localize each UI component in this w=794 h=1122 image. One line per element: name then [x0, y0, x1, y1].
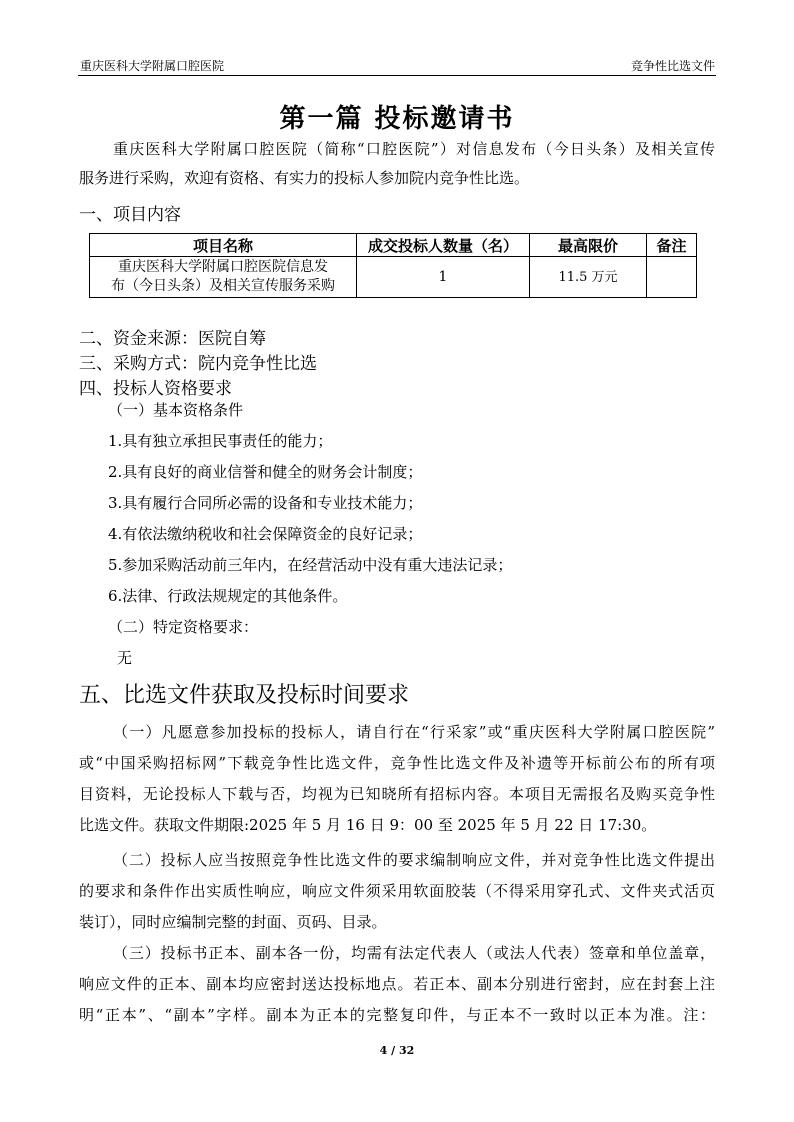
para2-line-1: （二）投标人应当按照竞争性比选文件的要求编制响应文件，并对竞争性比选文件提出: [113, 851, 715, 869]
list-item: 5.参加采购活动前三年内，在经营活动中没有重大违法记录；: [108, 556, 513, 574]
para3-line-3: 明“正本”、“副本”字样。副本为正本的完整复印件，与正本不一致时以正本为准。注：: [79, 1006, 715, 1024]
section-heading-5: 五、比选文件获取及投标时间要求: [79, 683, 410, 708]
para3-line-2: 响应文件的正本、副本均应密封送达投标地点。若正本、副本分别进行密封，应在封套上注: [79, 975, 715, 993]
para1-line-3: 目资料，无论投标人下载与否，均视为已知晓所有招标内容。本项目无需报名及购买竞争性: [79, 785, 715, 803]
specific-qualification-heading: （二）特定资格要求：: [108, 618, 259, 636]
section-heading-3: 三、采购方式：院内竞争性比选: [79, 354, 317, 374]
para1-line-4: 比选文件。获取文件期限:2025 年 5 月 16 日 9：00 至 2025 年 5 月 22 日 17:30。: [79, 816, 657, 834]
header-left: 重庆医科大学附属口腔医院: [80, 59, 225, 73]
table-cell-limit: 11.5 万元: [530, 257, 647, 298]
specific-qualification-value: 无: [117, 649, 133, 667]
list-item: 1.具有独立承担民事责任的能力；: [108, 432, 333, 450]
page-title: 第一篇 投标邀请书: [279, 104, 515, 134]
project-name-line-2: 布（今日头条）及相关宣传服务采购: [111, 278, 335, 294]
intro-line-2: 服务进行采购，欢迎有资格、有实力的投标人参加院内竞争性比选。: [79, 169, 530, 187]
table-row: [90, 257, 697, 298]
header-rule: [78, 75, 716, 76]
list-item: 2.具有良好的商业信誉和健全的财务会计制度；: [108, 463, 423, 481]
list-item: 4.有依法缴纳税收和社会保障资金的良好记录；: [108, 525, 423, 543]
intro-line-1: 重庆医科大学附属口腔医院（简称“口腔医院”）对信息发布（今日头条）及相关宣传: [113, 140, 715, 158]
table-cell-quantity: 1: [357, 257, 530, 298]
section-heading-2: 二、资金来源：医院自筹: [79, 329, 266, 349]
basic-qualification-heading: （一）基本资格条件: [108, 401, 244, 419]
list-item: 6.法律、行政法规规定的其他条件。: [108, 587, 348, 605]
project-name-line-1: 重庆医科大学附属口腔医院信息发: [118, 259, 328, 275]
table-header: 最高限价: [530, 234, 647, 257]
para2-line-2: 的要求和条件作出实质性响应，响应文件须采用软面胶装（不得采用穿孔式、文件夹式活页: [79, 882, 715, 900]
para1-line-2: 或“中国采购招标网”下载竞争性比选文件，竞争性比选文件及补遗等开标前公布的所有项: [79, 754, 715, 772]
section-heading-1: 一、项目内容: [79, 205, 181, 225]
para1-line-1: （一）凡愿意参加投标的投标人，请自行在“行采家”或“重庆医科大学附属口腔医院”: [113, 723, 715, 741]
table-cell-project-name: [90, 257, 357, 298]
project-table: [89, 233, 697, 298]
para3-line-1: （三）投标书正本、副本各一份，均需有法定代表人（或法人代表）签章和单位盖章，: [113, 944, 715, 962]
table-header: 成交投标人数量（名）: [357, 234, 530, 257]
table-header: 项目名称: [90, 234, 357, 257]
table-header-row: [90, 234, 697, 257]
para2-line-3: 装订），同时应编制完整的封面、页码、目录。: [79, 913, 387, 931]
section-heading-4: 四、投标人资格要求: [79, 379, 232, 399]
header-right: 竞争性比选文件: [630, 59, 715, 73]
list-item: 3.具有履行合同所必需的设备和专业技术能力；: [108, 494, 423, 512]
table-header: 备注: [647, 234, 697, 257]
table-cell-note: [647, 257, 697, 298]
page-number: 4 / 32: [379, 1044, 415, 1057]
